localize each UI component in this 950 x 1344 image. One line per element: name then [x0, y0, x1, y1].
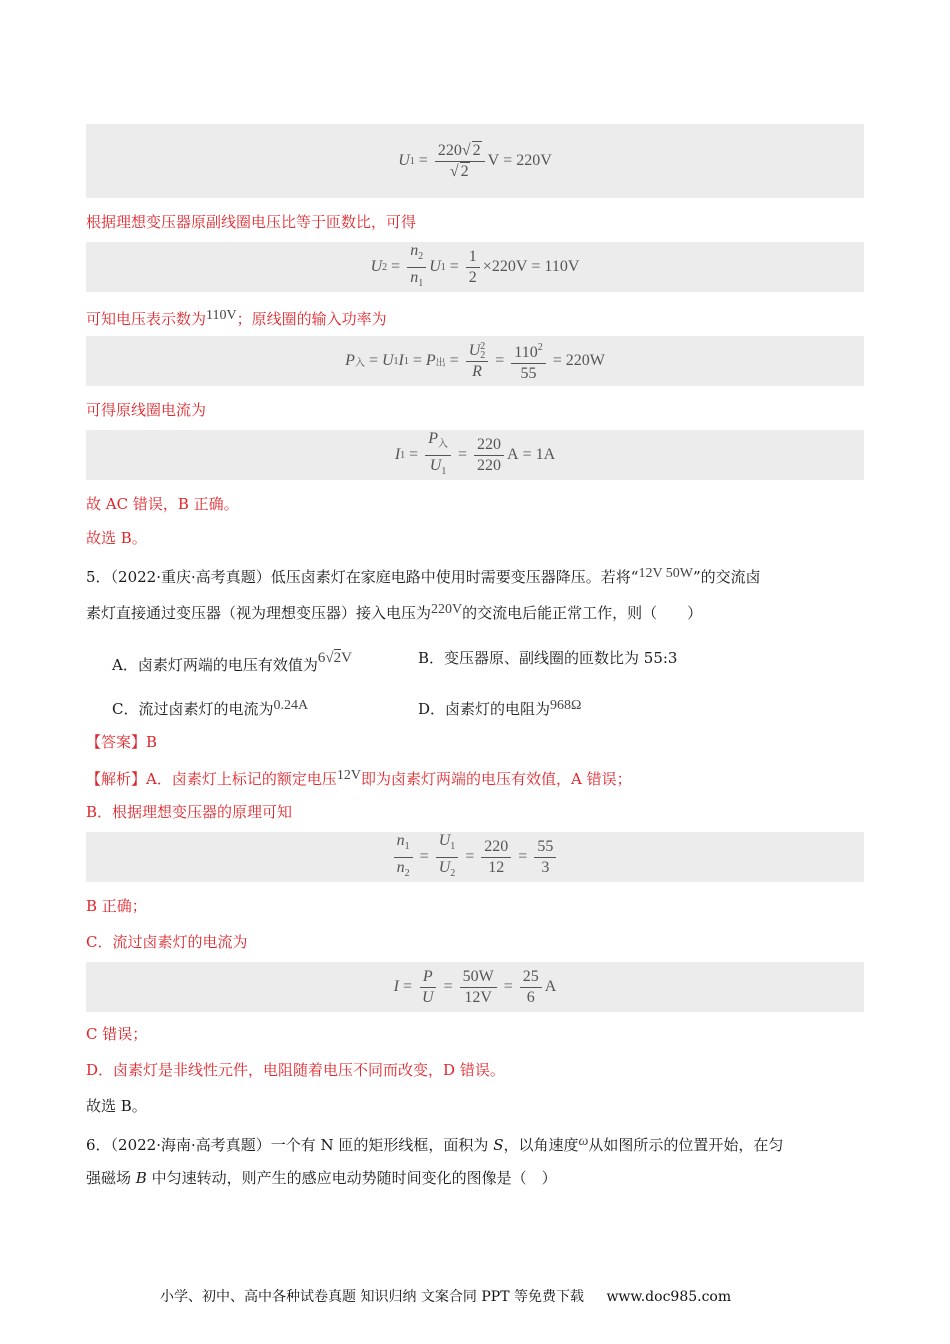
equation-ratio: $\frac{n_1}{n_2}$ = $\frac{U_1}{U_2}$ = $\frac{220}{12}$ = $\frac{55}{3}$ — [391, 831, 560, 884]
text: A．卤素灯两端的电压有效值为 — [112, 656, 318, 674]
solution-line: 故 AC 错误，B 正确。 — [86, 495, 239, 513]
explanation-line: B 正确； — [86, 897, 147, 915]
denominator: 2 — [468, 268, 477, 286]
numerator: n — [396, 831, 405, 849]
superscript: 2 — [537, 342, 543, 353]
question-6-line-1 — [86, 1132, 783, 1155]
subscript: 1 — [440, 261, 446, 273]
symbol: I — [393, 978, 399, 995]
text: D．卤素灯的电阻为 — [418, 700, 551, 718]
explanation-line: C 错误； — [86, 1025, 148, 1043]
fraction — [474, 435, 504, 476]
symbol: U — [429, 258, 441, 275]
denominator: 55 — [520, 365, 537, 382]
symbol: U — [398, 152, 410, 169]
solution-line — [86, 306, 387, 329]
equation-box-i1 — [86, 430, 864, 480]
denominator: 6 — [526, 988, 535, 1006]
text: C．流过卤素灯的电流为 — [112, 700, 274, 718]
symbol: I — [394, 446, 401, 463]
product: ×220V — [482, 258, 528, 275]
fraction — [436, 831, 459, 884]
option-c[interactable] — [112, 696, 308, 719]
question-5-line-2 — [86, 600, 702, 623]
fraction — [481, 837, 511, 878]
text: ，以角速度 — [503, 1136, 579, 1154]
unit: V — [487, 152, 500, 169]
equation-box-current — [86, 962, 864, 1012]
text: 6．（2022·海南·高考真题）一个有 N 匝的矩形线框，面积为 — [86, 1136, 494, 1154]
fraction — [460, 967, 497, 1008]
fraction — [511, 338, 545, 384]
subscript: 2 — [450, 867, 456, 879]
fraction — [466, 341, 489, 382]
subscript: 出 — [435, 357, 446, 369]
option-b[interactable]: B．变压器原、副线圈的匝数比为 55:3 — [418, 649, 678, 667]
explanation-final: 故选 B。 — [86, 1097, 147, 1115]
subscript: 2 — [480, 349, 486, 361]
subscript: 2 — [418, 250, 424, 262]
denominator: R — [472, 362, 482, 380]
footer-link[interactable]: www.doc985.com — [606, 1289, 732, 1305]
symbol: U — [370, 258, 383, 275]
symbol: S — [493, 1136, 504, 1154]
denominator: 12V — [464, 988, 492, 1006]
subscript: 1 — [404, 840, 410, 852]
numerator: 55 — [534, 837, 556, 858]
result: 110V — [544, 258, 580, 275]
denominator: 12 — [488, 858, 505, 876]
numerator: 25 — [520, 967, 542, 988]
option-a[interactable]: A．卤素灯两端的电压有效值为6√2V — [112, 650, 352, 674]
coefficient: 6 — [317, 650, 326, 666]
text: 素灯直接通过变压器（视为理想变压器）接入电压为 — [86, 604, 432, 622]
text: 强磁场 — [86, 1169, 136, 1187]
solution-line: 根据理想变压器原副线圈电压比等于匝数比，可得 — [86, 213, 417, 231]
numerator: 220 — [474, 435, 504, 456]
inline-value: 12V — [336, 768, 361, 783]
subscript: 入 — [437, 438, 448, 450]
denominator: U — [429, 456, 442, 474]
unit: V — [341, 650, 352, 666]
result: 1A — [535, 446, 556, 463]
explanation-line: D．卤素灯是非线性元件，电阻随着电压不同而改变，D 错误。 — [86, 1061, 505, 1079]
radicand: 2 — [472, 141, 481, 159]
result: 220W — [565, 352, 605, 369]
equation-box-u2 — [86, 242, 864, 292]
denominator: U — [422, 988, 434, 1006]
text: 即为卤素灯两端的电压有效值，A 错误； — [360, 770, 632, 788]
explanation-line: B．根据理想变压器的原理可知 — [86, 803, 293, 821]
radicand: 2 — [460, 162, 469, 180]
superscript: 2 — [480, 340, 486, 352]
question-5-line-1 — [86, 564, 761, 587]
text: ；原线圈的输入功率为 — [236, 310, 387, 328]
denominator: 3 — [541, 858, 550, 876]
option-d[interactable] — [418, 696, 581, 719]
explanation-line — [86, 766, 632, 789]
text: 中匀速转动，则产生的感应电动势随时间变化的图像是（ ） — [146, 1169, 557, 1187]
numerator: 1 — [466, 247, 480, 268]
subscript: 2 — [382, 261, 388, 273]
fraction — [425, 429, 451, 482]
text: 从如图所示的位置开始，在匀 — [588, 1136, 784, 1154]
denominator: n — [396, 858, 405, 876]
numerator: 220 — [437, 141, 462, 159]
subscript: 1 — [400, 449, 406, 461]
fraction: $\frac{220√ 2}{√ 2}$ — [435, 141, 485, 182]
page-footer — [160, 1286, 731, 1306]
numerator: P — [422, 967, 433, 985]
inline-value: 12V 50W — [638, 566, 694, 581]
subscript: 1 — [450, 840, 456, 852]
symbol: P — [425, 352, 436, 369]
fraction — [520, 967, 542, 1008]
inline-value: 110V — [206, 308, 237, 323]
solution-line: 可得原线圈电流为 — [86, 401, 207, 419]
denominator: U — [438, 858, 451, 876]
fraction — [394, 831, 413, 884]
numerator: n — [410, 241, 419, 259]
numerator: U — [438, 831, 451, 849]
numerator: U — [468, 341, 481, 359]
fraction — [466, 247, 480, 288]
result: 220V — [516, 152, 552, 169]
subscript: 1 — [441, 465, 447, 477]
equation-u2: U 2 = $\frac{n_2}{n_1}$ U 1 = $\frac{1}{2}$ ×220V = 110V — [371, 241, 580, 294]
radicand: 2 — [333, 650, 342, 666]
text: 5．（2022·重庆·高考真题）低压卤素灯在家庭电路中使用时需要变压器降压。若将“ — [86, 568, 639, 586]
explanation-line: C．流过卤素灯的电流为 — [86, 933, 248, 951]
inline-value: 0.24A — [273, 698, 309, 713]
numerator: 220 — [481, 837, 511, 858]
subscript: 1 — [403, 355, 409, 367]
inline-value: 968Ω — [550, 698, 582, 713]
subscript: 入 — [354, 357, 365, 369]
symbol: P — [345, 352, 355, 369]
text: 【解析】A．卤素灯上标记的额定电压 — [86, 770, 337, 788]
symbol: I — [398, 352, 404, 369]
unit: A — [544, 978, 557, 995]
solution-final: 故选 B。 — [86, 529, 147, 547]
numerator: 110 — [514, 344, 538, 361]
unit: A — [507, 446, 519, 463]
equation-box-ratio — [86, 832, 864, 882]
equation-box-u1 — [86, 124, 864, 198]
equation-box-power — [86, 336, 864, 386]
text: 的交流电后能正常工作，则（ ） — [462, 604, 703, 622]
numerator: 50W — [460, 967, 497, 988]
equation-i1: I 1 = $\frac{P_入}{U_1}$ = $\frac{220}{220}$ A = 1A — [395, 429, 555, 482]
denominator: n — [410, 268, 419, 286]
symbol: ω — [578, 1134, 589, 1149]
subscript: 1 — [418, 277, 424, 289]
equation-current: I = $\frac{P}{U}$ = $\frac{50W}{12V}$ = $\frac{25}{6}$ A — [393, 967, 557, 1006]
question-6-line-2 — [86, 1168, 557, 1188]
denominator: 220 — [477, 456, 501, 474]
text: ”的交流卤 — [693, 568, 761, 586]
answer-label: 【答案】B — [86, 733, 158, 751]
subscript: 1 — [409, 155, 415, 167]
text: 可知电压表示数为 — [86, 310, 207, 328]
subscript: 1 — [393, 355, 399, 367]
footer-text: 小学、初中、高中各种试卷真题 知识归纳 文案合同 PPT 等免费下载 — [160, 1289, 584, 1305]
subscript: 2 — [404, 867, 410, 879]
symbol: B — [135, 1169, 147, 1187]
symbol: U — [381, 352, 394, 369]
equation-u1: U 1 = $\frac{220√ 2}{√ 2}$ V = 220V — [398, 141, 552, 180]
fraction — [407, 241, 426, 294]
fraction — [419, 967, 437, 1008]
numerator: P — [428, 429, 438, 447]
inline-value: 220V — [431, 602, 463, 617]
equation-power: P 入 = U 1 I 1 = P 出 = U 2 2 R = $\frac{110^2}{55}$ = 220W — [345, 338, 605, 384]
fraction — [534, 837, 556, 878]
